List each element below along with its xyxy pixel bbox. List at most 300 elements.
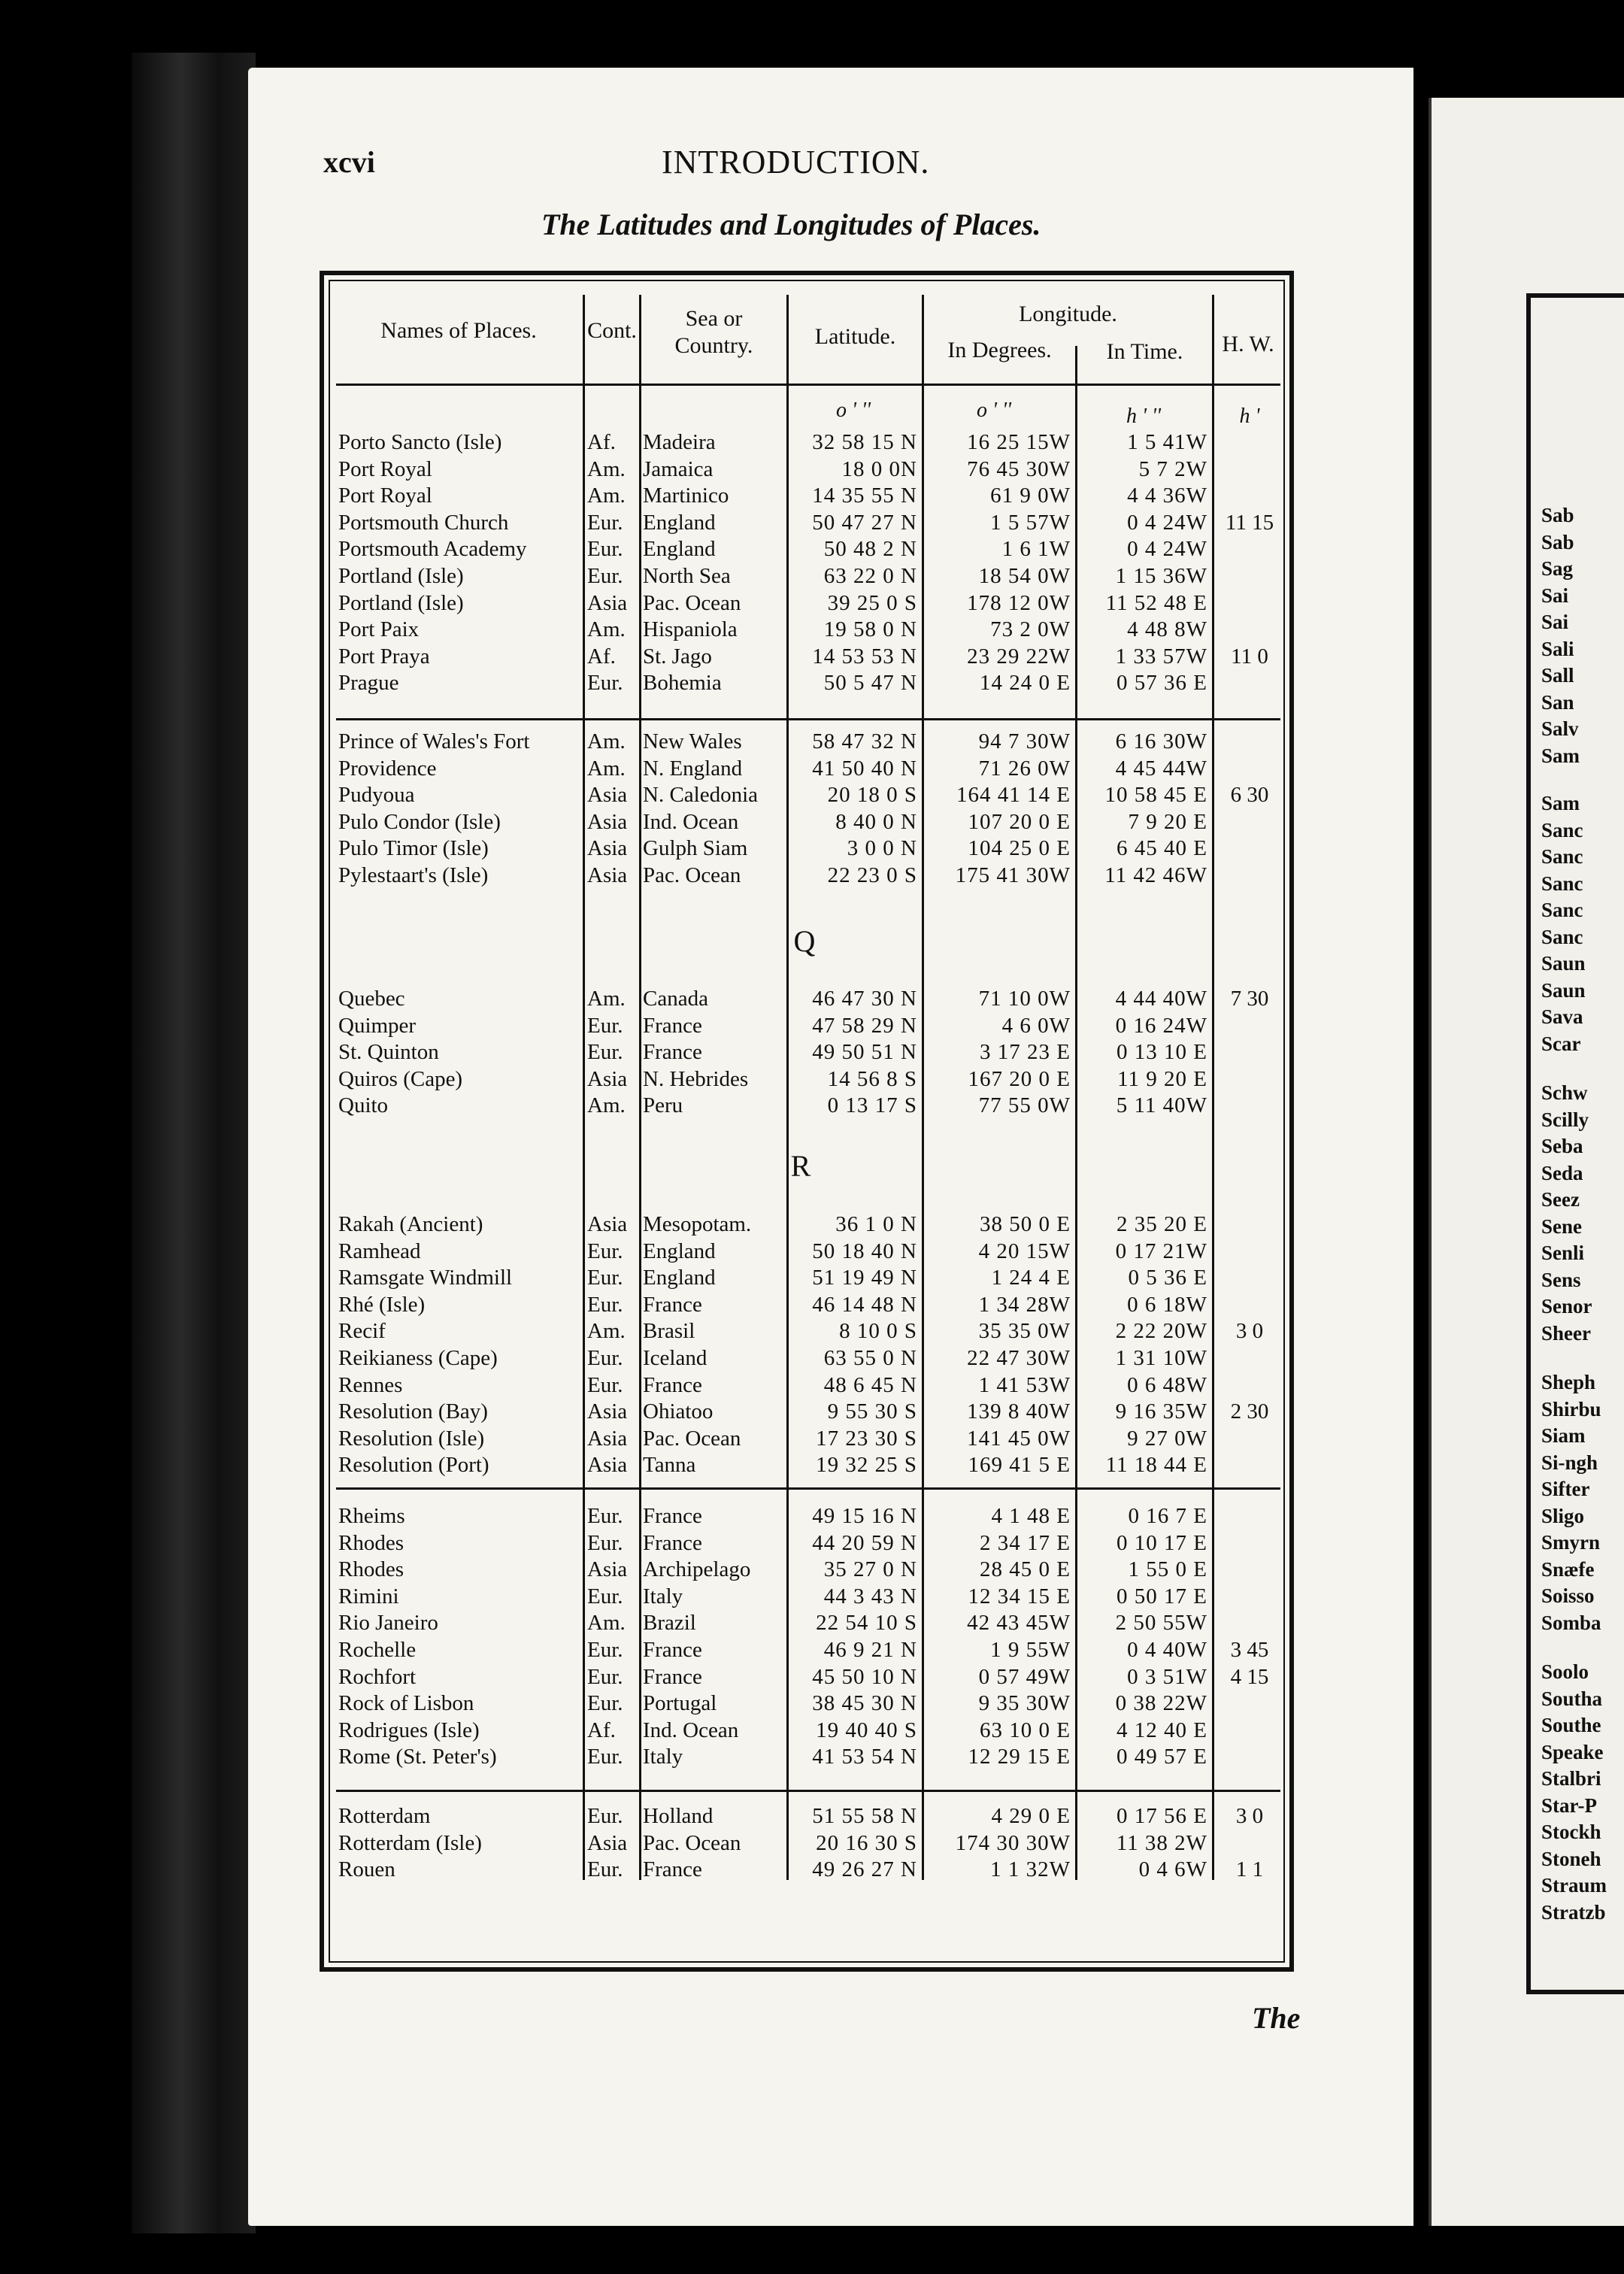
longitude-degrees: 28 45 0 E (980, 1557, 1071, 1581)
longitude-time: 4 4 36W (1127, 484, 1207, 508)
longitude-degrees: 38 50 0 E (980, 1212, 1071, 1236)
latitude: 38 45 30 N (812, 1691, 917, 1715)
table-row (0, 1609, 1624, 1636)
sea-or-country: Bohemia (643, 671, 722, 695)
facing-entry: Senor (1541, 1295, 1592, 1317)
continent: Am. (587, 729, 626, 753)
latitude: 14 56 8 S (827, 1067, 917, 1091)
high-water: 11 15 (1225, 511, 1274, 535)
continent: Af. (587, 644, 616, 669)
table-row (0, 1690, 1624, 1717)
longitude-degrees: 174 30 30W (955, 1831, 1071, 1855)
place-name: Resolution (Isle) (338, 1427, 485, 1451)
continent: Af. (587, 430, 616, 454)
units-hw: h ' (1239, 405, 1260, 428)
facing-entry: Stockh (1541, 1821, 1601, 1843)
table-row (0, 1398, 1624, 1425)
place-name: Rotterdam (338, 1804, 431, 1828)
high-water: 3 45 (1230, 1638, 1269, 1662)
continent: Eur. (587, 1691, 623, 1715)
longitude-degrees: 4 20 15W (978, 1239, 1071, 1263)
group-rule (336, 1487, 1280, 1490)
continent: Eur. (587, 1745, 623, 1769)
table-row (0, 1264, 1624, 1291)
continent: Asia (587, 836, 628, 860)
place-name: Rome (St. Peter's) (338, 1745, 497, 1769)
facing-entry: Sheph (1541, 1371, 1596, 1393)
longitude-time: 5 11 40W (1116, 1093, 1207, 1117)
sea-or-country: N. Caledonia (643, 783, 759, 807)
continent: Eur. (587, 1665, 623, 1689)
table-row (0, 509, 1624, 536)
facing-entry: Sene (1541, 1214, 1582, 1238)
sea-or-country: Peru (643, 1093, 683, 1117)
place-name: Quiros (Cape) (338, 1067, 463, 1091)
sea-or-country: France (643, 1665, 702, 1689)
sea-or-country: Portugal (643, 1691, 717, 1715)
longitude-time: 1 15 36W (1115, 564, 1207, 588)
sea-or-country: Madeira (643, 430, 716, 454)
longitude-degrees: 1 6 1W (1001, 537, 1071, 561)
continent: Eur. (587, 1239, 623, 1263)
longitude-degrees: 175 41 30W (955, 863, 1071, 887)
table-row (0, 1012, 1624, 1039)
sea-or-country: England (643, 537, 716, 561)
sea-or-country: N. England (643, 756, 743, 781)
table-row (0, 590, 1624, 617)
place-name: Portland (Isle) (338, 591, 464, 615)
sea-or-country: Archipelago (643, 1557, 751, 1581)
latitude: 41 50 40 N (812, 756, 917, 781)
high-water: 7 30 (1230, 987, 1269, 1011)
facing-entry: Sens (1541, 1268, 1581, 1291)
longitude-degrees: 42 43 45W (967, 1611, 1071, 1635)
place-name: Pulo Condor (Isle) (338, 810, 501, 834)
facing-entry: Scilly (1541, 1108, 1589, 1131)
book-spine-edge (132, 53, 256, 2233)
longitude-degrees: 141 45 0W (967, 1427, 1071, 1451)
continent: Eur. (587, 1638, 623, 1662)
facing-entry: Snæfe (1541, 1557, 1595, 1581)
facing-entry: Soisso (1541, 1584, 1595, 1607)
table-row (0, 835, 1624, 862)
table-row (0, 562, 1624, 590)
place-name: Rhodes (338, 1557, 404, 1581)
continent: Asia (587, 1427, 628, 1451)
place-name: Port Praya (338, 644, 430, 669)
longitude-degrees: 139 8 40W (967, 1399, 1071, 1424)
header-sea-1: Sea or (685, 306, 743, 331)
table-row (0, 1717, 1624, 1744)
continent: Asia (587, 1212, 628, 1236)
table-row (0, 1291, 1624, 1318)
latitude: 35 27 0 N (823, 1557, 917, 1581)
place-name: Rhé (Isle) (338, 1293, 426, 1317)
sea-or-country: England (643, 1266, 716, 1290)
place-name: Ramhead (338, 1239, 421, 1263)
place-name: Port Paix (338, 617, 420, 641)
longitude-time: 0 10 17 E (1116, 1531, 1207, 1555)
sea-or-country: France (643, 1504, 702, 1528)
longitude-degrees: 12 29 15 E (968, 1745, 1071, 1769)
longitude-degrees: 22 47 30W (967, 1346, 1071, 1370)
latitude: 44 20 59 N (812, 1531, 917, 1555)
table-row (0, 1530, 1624, 1557)
latitude: 0 13 17 S (827, 1093, 917, 1117)
table-row (0, 429, 1624, 456)
table-row (0, 1425, 1624, 1452)
sea-or-country: Jamaica (643, 457, 714, 481)
header-latitude: Latitude. (814, 324, 896, 349)
facing-entry: Sanc (1541, 818, 1583, 841)
longitude-degrees: 167 20 0 E (968, 1067, 1071, 1091)
latitude: 17 23 30 S (816, 1427, 917, 1451)
facing-entry: Seba (1541, 1135, 1583, 1157)
facing-entry: San (1541, 690, 1574, 714)
place-name: Rock of Lisbon (338, 1691, 474, 1715)
longitude-degrees: 94 7 30W (978, 729, 1071, 753)
sea-or-country: Pac. Ocean (643, 1427, 741, 1451)
place-name: Rheims (338, 1504, 405, 1528)
longitude-time: 9 16 35W (1115, 1399, 1207, 1424)
longitude-time: 10 58 45 E (1104, 783, 1207, 807)
facing-entry: Sheer (1541, 1321, 1591, 1345)
header-sea-2: Country. (674, 333, 753, 358)
facing-entry: Sanc (1541, 925, 1583, 948)
latitude: 19 40 40 S (816, 1718, 917, 1742)
longitude-time: 0 16 7 E (1128, 1504, 1207, 1528)
table-row (0, 1803, 1624, 1830)
continent: Eur. (587, 1584, 623, 1608)
sea-or-country: France (643, 1040, 702, 1064)
latitude: 32 58 15 N (812, 430, 917, 454)
longitude-degrees: 76 45 30W (967, 457, 1071, 481)
high-water: 6 30 (1230, 783, 1269, 807)
longitude-time: 0 4 24W (1127, 537, 1207, 561)
longitude-time: 6 45 40 E (1116, 836, 1207, 860)
facing-entry: Somba (1541, 1611, 1601, 1634)
continent: Eur. (587, 537, 623, 561)
longitude-time: 0 5 36 E (1128, 1266, 1207, 1290)
place-name: Pudyoua (338, 783, 415, 807)
longitude-time: 2 50 55W (1115, 1611, 1207, 1635)
longitude-time: 0 13 10 E (1116, 1040, 1207, 1064)
table-row (0, 482, 1624, 509)
table-row (0, 1636, 1624, 1663)
header-cont: Cont. (587, 318, 637, 343)
longitude-degrees: 16 25 15W (967, 430, 1071, 454)
facing-entry: Sab (1541, 530, 1574, 553)
continent: Asia (587, 1399, 628, 1424)
longitude-time: 11 42 46W (1104, 863, 1207, 887)
sea-or-country: England (643, 1239, 716, 1263)
facing-entry: Senli (1541, 1242, 1585, 1264)
longitude-degrees: 77 55 0W (978, 1093, 1071, 1117)
table-row (0, 643, 1624, 670)
continent: Eur. (587, 511, 623, 535)
table-row (0, 1317, 1624, 1345)
facing-entry: Sanc (1541, 872, 1583, 895)
continent: Af. (587, 1718, 616, 1742)
latitude: 19 58 0 N (823, 617, 917, 641)
longitude-degrees: 73 2 0W (990, 617, 1071, 641)
sea-or-country: New Wales (643, 729, 742, 753)
table-row (0, 808, 1624, 835)
latitude: 47 58 29 N (812, 1014, 917, 1038)
continent: Asia (587, 863, 628, 887)
longitude-time: 4 45 44W (1115, 756, 1207, 781)
sea-or-country: N. Hebrides (643, 1067, 749, 1091)
sea-or-country: Martinico (643, 484, 729, 508)
continent: Eur. (587, 1014, 623, 1038)
table-row (0, 1583, 1624, 1610)
header-rule (336, 384, 1280, 386)
longitude-time: 4 12 40 E (1116, 1718, 1207, 1742)
latitude: 51 55 58 N (812, 1804, 917, 1828)
longitude-time: 4 48 8W (1127, 617, 1207, 641)
facing-entry: Salv (1541, 717, 1579, 740)
longitude-time: 1 55 0 E (1128, 1557, 1207, 1581)
longitude-time: 2 22 20W (1115, 1319, 1207, 1343)
longitude-time: 11 9 20 E (1117, 1067, 1207, 1091)
latitude: 19 32 25 S (816, 1453, 917, 1477)
units-time: h ' '' (1126, 405, 1161, 428)
place-name: Resolution (Port) (338, 1453, 489, 1477)
longitude-degrees: 164 41 14 E (956, 783, 1071, 807)
sea-or-country: Ind. Ocean (643, 1718, 739, 1742)
longitude-time: 0 4 24W (1127, 511, 1207, 535)
latitude: 3 0 0 N (847, 836, 917, 860)
longitude-time: 2 35 20 E (1116, 1212, 1207, 1236)
longitude-time: 4 44 40W (1115, 987, 1207, 1011)
place-name: Reikianess (Cape) (338, 1346, 498, 1370)
continent: Asia (587, 810, 628, 834)
longitude-degrees: 4 6 0W (1001, 1014, 1071, 1038)
longitude-degrees: 12 34 15 E (968, 1584, 1071, 1608)
latitude: 20 18 0 S (827, 783, 917, 807)
latitude: 20 16 30 S (816, 1831, 917, 1855)
place-name: Rodrigues (Isle) (338, 1718, 480, 1742)
continent: Asia (587, 591, 628, 615)
latitude: 51 19 49 N (812, 1266, 917, 1290)
longitude-degrees: 1 41 53W (978, 1373, 1071, 1397)
place-name: Rochfort (338, 1665, 417, 1689)
place-name: Pulo Timor (Isle) (338, 836, 489, 860)
high-water: 2 30 (1230, 1399, 1269, 1424)
latitude: 63 55 0 N (823, 1346, 917, 1370)
longitude-time: 0 38 22W (1115, 1691, 1207, 1715)
longitude-degrees: 107 20 0 E (968, 810, 1071, 834)
facing-entry: Speake (1541, 1740, 1604, 1763)
latitude: 50 18 40 N (812, 1239, 917, 1263)
place-name: Providence (338, 756, 437, 781)
longitude-time: 6 16 30W (1115, 729, 1207, 753)
latitude: 46 14 48 N (812, 1293, 917, 1317)
sea-or-country: Iceland (643, 1346, 707, 1370)
facing-entry: Sai (1541, 584, 1569, 607)
section-letter-r: R (790, 1149, 811, 1183)
longitude-degrees: 71 26 0W (978, 756, 1071, 781)
longitude-time: 11 18 44 E (1105, 1453, 1207, 1477)
facing-entry: Si-ngh (1541, 1451, 1598, 1474)
table-row (0, 862, 1624, 889)
units-degrees: o ' '' (977, 399, 1011, 422)
latitude: 58 47 32 N (812, 729, 917, 753)
sea-or-country: Pac. Ocean (643, 591, 741, 615)
table-row (0, 616, 1624, 643)
latitude: 63 22 0 N (823, 564, 917, 588)
place-name: Prague (338, 671, 399, 695)
sea-or-country: Italy (643, 1584, 683, 1608)
facing-entry: Sam (1541, 792, 1580, 814)
sea-or-country: Gulph Siam (643, 836, 748, 860)
place-name: Recif (338, 1319, 386, 1343)
facing-entry: Seda (1541, 1161, 1583, 1184)
sea-or-country: Ohiatoo (643, 1399, 714, 1424)
high-water: 11 0 (1231, 644, 1268, 669)
group-rule (336, 718, 1280, 720)
continent: Am. (587, 1319, 626, 1343)
continent: Asia (587, 783, 628, 807)
latitude: 49 15 16 N (812, 1504, 917, 1528)
continent: Am. (587, 756, 626, 781)
table-row (0, 1038, 1624, 1066)
longitude-time: 0 6 18W (1127, 1293, 1207, 1317)
facing-entry: Sali (1541, 637, 1574, 660)
sea-or-country: Tanna (643, 1453, 696, 1477)
table-row (0, 456, 1624, 483)
longitude-degrees: 3 17 23 E (980, 1040, 1071, 1064)
latitude: 44 3 43 N (823, 1584, 917, 1608)
latitude: 22 54 10 S (816, 1611, 917, 1635)
sea-or-country: Canada (643, 987, 708, 1011)
longitude-degrees: 1 24 4 E (991, 1266, 1071, 1290)
table-row (0, 1556, 1624, 1583)
facing-entry: Saun (1541, 952, 1586, 975)
table-row (0, 1066, 1624, 1093)
latitude: 50 5 47 N (823, 671, 917, 695)
sea-or-country: Pac. Ocean (643, 863, 741, 887)
continent: Am. (587, 457, 626, 481)
place-name: Resolution (Bay) (338, 1399, 488, 1424)
longitude-degrees: 35 35 0W (978, 1319, 1071, 1343)
place-name: Quimper (338, 1014, 417, 1038)
table-row (0, 1502, 1624, 1530)
facing-entry: Star-P (1541, 1793, 1597, 1817)
facing-entry: Stoneh (1541, 1847, 1601, 1870)
continent: Eur. (587, 1266, 623, 1290)
continent: Asia (587, 1831, 628, 1855)
continent: Am. (587, 617, 626, 641)
facing-entry: Sab (1541, 504, 1574, 526)
sea-or-country: Ind. Ocean (643, 810, 739, 834)
continent: Eur. (587, 1804, 623, 1828)
header-in-time: In Time. (1106, 339, 1183, 364)
sea-or-country: England (643, 511, 716, 535)
facing-entry: Sai (1541, 611, 1569, 633)
page-folio: xcvi (323, 145, 375, 179)
longitude-degrees: 169 41 5 E (968, 1453, 1071, 1477)
place-name: Ramsgate Windmill (338, 1266, 513, 1290)
place-name: Rochelle (338, 1638, 417, 1662)
table-row (0, 1372, 1624, 1399)
facing-entry: Sam (1541, 744, 1580, 767)
longitude-time: 5 7 2W (1138, 457, 1207, 481)
longitude-time: 0 49 57 E (1116, 1745, 1207, 1769)
longitude-degrees: 178 12 0W (967, 591, 1071, 615)
place-name: Rotterdam (Isle) (338, 1831, 482, 1855)
longitude-degrees: 4 1 48 E (991, 1504, 1071, 1528)
sea-or-country: France (643, 1373, 702, 1397)
table-row (0, 985, 1624, 1012)
table-row (0, 1830, 1624, 1857)
sea-or-country: France (643, 1531, 702, 1555)
continent: Am. (587, 484, 626, 508)
longitude-time: 0 4 6W (1138, 1857, 1207, 1881)
sea-or-country: Brasil (643, 1319, 695, 1343)
section-letter-q: Q (793, 924, 816, 958)
facing-entry: Stratzb (1541, 1900, 1606, 1924)
latitude: 41 53 54 N (812, 1745, 917, 1769)
longitude-time: 0 17 56 E (1116, 1804, 1207, 1828)
longitude-degrees: 4 29 0 E (991, 1804, 1071, 1828)
table-row (0, 781, 1624, 808)
place-name: Rimini (338, 1584, 399, 1608)
table-row (0, 1092, 1624, 1119)
longitude-degrees: 71 10 0W (978, 987, 1071, 1011)
place-name: Quebec (338, 987, 405, 1011)
table-row (0, 1211, 1624, 1238)
table-row (0, 755, 1624, 782)
sea-or-country: Hispaniola (643, 617, 738, 641)
place-name: Prince of Wales's Fort (338, 729, 530, 753)
high-water: 1 1 (1235, 1857, 1264, 1881)
facing-entry: Schw (1541, 1081, 1588, 1104)
place-name: Rhodes (338, 1531, 404, 1555)
latitude: 14 35 55 N (812, 484, 917, 508)
table-row (0, 1663, 1624, 1690)
facing-entry: Seez (1541, 1188, 1580, 1211)
high-water: 3 0 (1235, 1804, 1264, 1828)
continent: Eur. (587, 1857, 623, 1881)
longitude-degrees: 1 5 57W (990, 511, 1071, 535)
place-name: Port Royal (338, 484, 432, 508)
longitude-time: 0 17 21W (1115, 1239, 1207, 1263)
place-name: Port Royal (338, 457, 432, 481)
place-name: Quito (338, 1093, 389, 1117)
longitude-time: 9 27 0W (1127, 1427, 1207, 1451)
sea-or-country: France (643, 1014, 702, 1038)
latitude: 14 53 53 N (812, 644, 917, 669)
latitude: 39 25 0 S (827, 591, 917, 615)
longitude-time: 11 38 2W (1116, 1831, 1207, 1855)
continent: Am. (587, 1093, 626, 1117)
longitude-time: 11 52 48 E (1105, 591, 1207, 615)
continent: Eur. (587, 1373, 623, 1397)
longitude-time: 0 4 40W (1127, 1638, 1207, 1662)
continent: Asia (587, 1067, 628, 1091)
header-longitude: Longitude. (1019, 302, 1117, 326)
continent: Eur. (587, 1346, 623, 1370)
high-water: 4 15 (1230, 1665, 1269, 1689)
longitude-time: 0 6 48W (1127, 1373, 1207, 1397)
longitude-degrees: 2 34 17 E (980, 1531, 1071, 1555)
sea-or-country: Mesopotam. (643, 1212, 752, 1236)
header-hw: H. W. (1222, 332, 1274, 356)
facing-entry: Sanc (1541, 845, 1583, 868)
place-name: St. Quinton (338, 1040, 439, 1064)
continent: Eur. (587, 671, 623, 695)
